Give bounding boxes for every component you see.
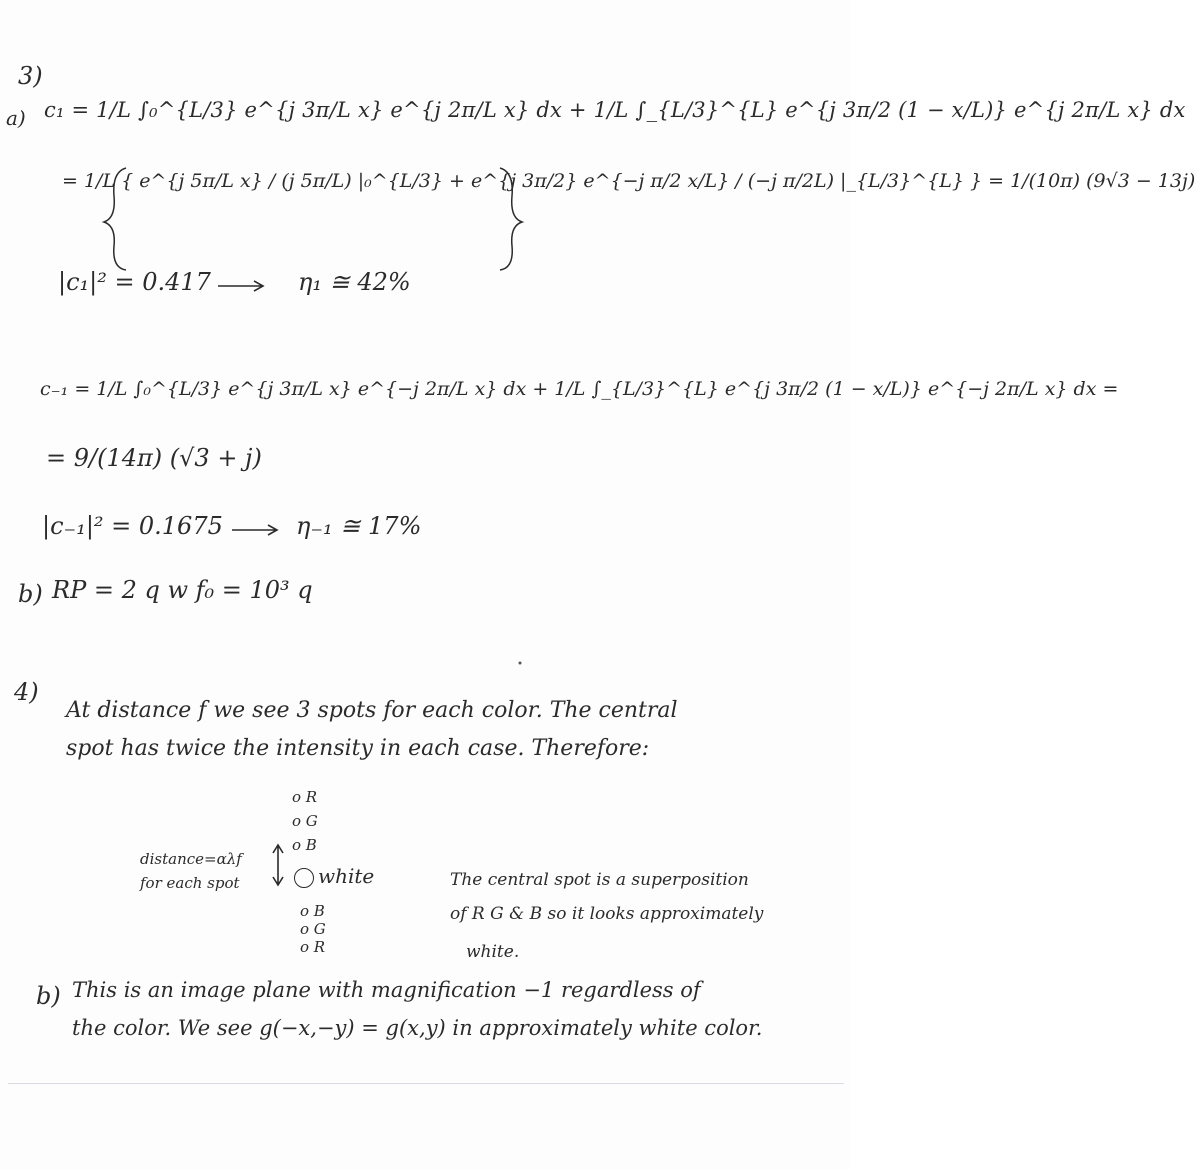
central-spot-note-3: white. [466, 942, 520, 962]
c1-expression: c₁ = 1/L ∫₀^{L/3} e^{j 3π/L x} e^{j 2π/L x} dx + 1/L ∫_{L/3}^{L} e^{j 3π/2 (1 − x/L)} e^{j 2π/L x} dx [44, 98, 1186, 122]
c1-magnitude: |c₁|² = 0.417 [58, 268, 211, 296]
question-4-b-line-2: the color. We see g(−x,−y) = g(x,y) in approximately white color. [72, 1016, 763, 1040]
question-4-line-1: At distance f we see 3 spots for each color. The central [66, 698, 678, 723]
resolving-power-equation: RP = 2 q w f₀ = 10³ q [52, 576, 313, 604]
c-minus1-evaluation: = 9/(14π) (√3 + j) [46, 444, 262, 472]
c-minus1-efficiency: η₋₁ ≅ 17% [296, 512, 422, 540]
spot-green-top: o G [292, 812, 318, 830]
spot-blue-top: o B [292, 836, 317, 854]
c-minus1-magnitude: |c₋₁|² = 0.1675 [42, 512, 223, 540]
spot-red-top: o R [292, 788, 318, 806]
central-spot-note-2: of R G & B so it looks approximately [450, 904, 764, 924]
brace-icon [104, 168, 522, 270]
question-3-number: 3) [18, 62, 43, 90]
distance-label: distance=αλf [140, 850, 242, 868]
stray-dot [519, 662, 522, 665]
question-4-line-2: spot has twice the intensity in each case. Therefore: [66, 736, 650, 761]
central-spot-note-1: The central spot is a superposition [450, 870, 749, 890]
spot-green-bottom: o G [300, 920, 326, 938]
central-spot-label: white [318, 864, 375, 888]
c1-evaluation: = 1/L { e^{j 5π/L x} / (j 5π/L) |₀^{L/3} + e^{j 3π/2} e^{−j π/2 x/L} / (−j π/2L) |_{L/3}^{L} } = 1/(10π) (9√3 − 13j) [62, 170, 1195, 192]
scan-edge-line [8, 1083, 844, 1084]
question-4-number: 4) [14, 678, 39, 706]
question-4-b-line-1: This is an image plane with magnification −1 regardless of [72, 978, 701, 1002]
right-arrow-icon-2 [232, 525, 277, 535]
c-minus1-expression: c₋₁ = 1/L ∫₀^{L/3} e^{j 3π/L x} e^{−j 2π/L x} dx + 1/L ∫_{L/3}^{L} e^{j 3π/2 (1 − x/L)} e^{−j 2π/L x} dx = [40, 378, 1119, 400]
double-vertical-arrow-icon [273, 845, 283, 885]
right-arrow-icon [218, 281, 263, 291]
spot-blue-bottom: o B [300, 902, 325, 920]
c1-efficiency: η₁ ≅ 42% [298, 268, 411, 296]
spot-red-bottom: o R [300, 938, 326, 956]
distance-label-sub: for each spot [140, 874, 240, 892]
question-4-part-b: b) [36, 982, 61, 1010]
question-3-part-a: a) [6, 106, 26, 130]
question-3-part-b: b) [18, 580, 43, 608]
